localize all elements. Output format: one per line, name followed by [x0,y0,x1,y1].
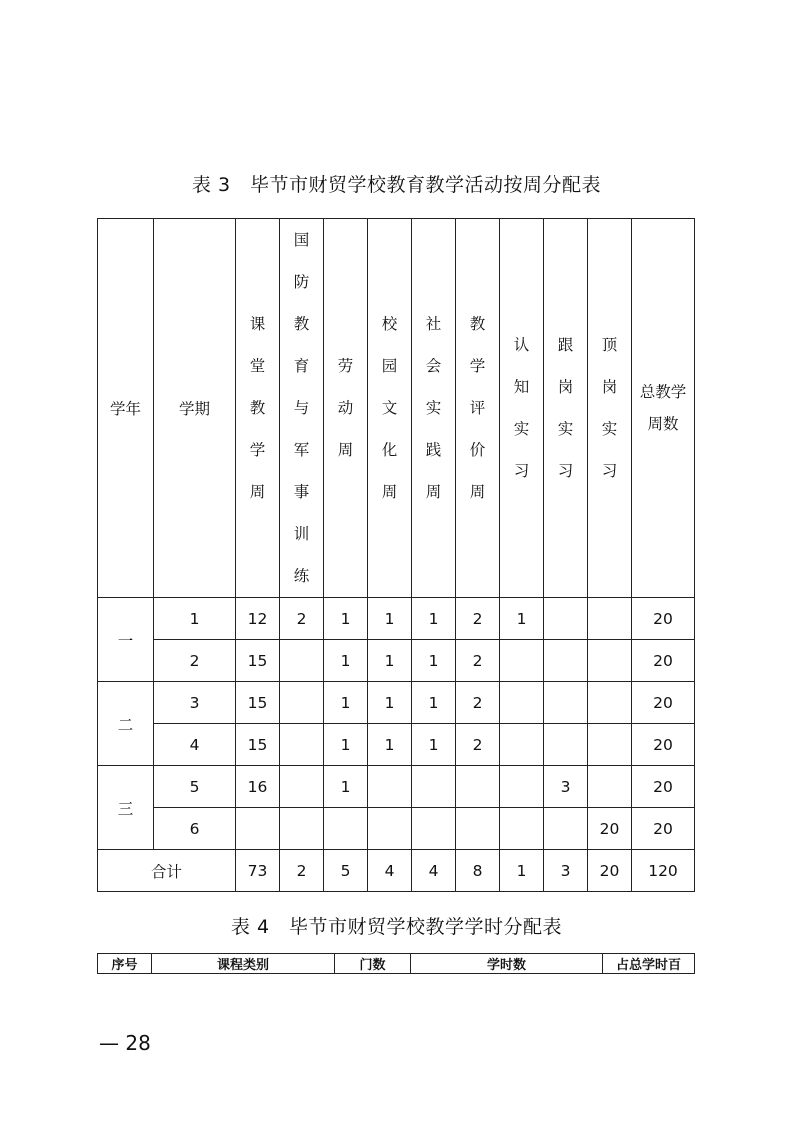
table-cell [280,682,324,724]
table-cell: 2 [456,640,500,682]
table-row [98,682,695,724]
header-row [98,219,695,598]
header-social-practice-week: 社会实践周 [412,219,456,598]
table-cell: 1 [368,682,412,724]
table-cell: 15 [236,640,280,682]
table-cell: 1 [500,598,544,640]
table-cell: 2 [456,682,500,724]
year-cell: 一 [98,598,154,682]
total-cell: 2 [280,850,324,892]
weekly-allocation-table [97,218,695,892]
semester-cell: 2 [154,640,236,682]
table-row [98,598,695,640]
semester-cell: 5 [154,766,236,808]
table-cell: 1 [368,724,412,766]
t4-header-index: 序号 [98,954,152,974]
table-cell [500,808,544,850]
table-cell: 3 [544,766,588,808]
total-cell: 73 [236,850,280,892]
table-cell: 20 [632,766,695,808]
semester-cell: 4 [154,724,236,766]
table-cell [588,640,632,682]
header-full-internship: 顶岗实习 [588,219,632,598]
table-cell: 1 [324,724,368,766]
t4-header-course-category: 课程类别 [152,954,335,974]
table-cell: 1 [324,640,368,682]
table-cell: 1 [324,598,368,640]
table3-title: 表 3 毕节市财贸学校教育教学活动按周分配表 [191,174,602,196]
table-cell: 1 [412,640,456,682]
table-cell [412,808,456,850]
table-cell [324,808,368,850]
table-cell: 1 [412,598,456,640]
table-cell: 1 [324,682,368,724]
t4-header-hours: 学时数 [411,954,603,974]
table-cell: 2 [456,724,500,766]
table-cell [544,724,588,766]
table-cell [412,766,456,808]
table-cell: 15 [236,724,280,766]
table-cell [588,766,632,808]
table-cell: 15 [236,682,280,724]
table-cell: 1 [412,724,456,766]
table-row [98,808,695,850]
header-cognitive-internship: 认知实习 [500,219,544,598]
table-cell [368,808,412,850]
total-row [98,850,695,892]
table-cell: 1 [368,598,412,640]
header-shadow-internship: 跟岗实习 [544,219,588,598]
header-year: 学年 [98,219,154,598]
page-number: — 28 [99,1031,151,1055]
table-cell: 1 [412,682,456,724]
total-cell: 4 [412,850,456,892]
total-cell: 1 [500,850,544,892]
header-semester: 学期 [154,219,236,598]
table-cell: 20 [632,640,695,682]
total-cell: 120 [632,850,695,892]
table-cell: 1 [324,766,368,808]
total-cell: 3 [544,850,588,892]
total-cell: 8 [456,850,500,892]
table-cell: 20 [632,682,695,724]
hours-allocation-table [97,953,695,974]
header-military-training: 国防教育与军事训练 [280,219,324,598]
table-cell: 2 [280,598,324,640]
table4-title: 表 4 毕节市财贸学校教学学时分配表 [230,916,563,938]
table-cell: 20 [588,808,632,850]
table-cell [280,640,324,682]
total-label: 合计 [98,850,236,892]
table-cell [588,682,632,724]
table-cell [588,598,632,640]
table-cell [456,766,500,808]
header-teaching-evaluation-week: 教学评价周 [456,219,500,598]
table-row [98,766,695,808]
table-cell: 20 [632,724,695,766]
table-row [98,640,695,682]
table4-header-row [98,954,695,974]
semester-cell: 1 [154,598,236,640]
header-labor-week: 劳动周 [324,219,368,598]
table-cell [280,766,324,808]
table-cell: 20 [632,808,695,850]
table-cell [588,724,632,766]
table-cell: 12 [236,598,280,640]
header-total-weeks: 总教学周数 [632,219,695,598]
table-cell [500,682,544,724]
table-cell: 20 [632,598,695,640]
semester-cell: 3 [154,682,236,724]
table-cell [368,766,412,808]
year-cell: 二 [98,682,154,766]
table-cell [500,724,544,766]
table-cell [280,724,324,766]
t4-header-course-count: 门数 [335,954,411,974]
table-cell [544,598,588,640]
table-cell [280,808,324,850]
total-cell: 20 [588,850,632,892]
table-cell: 1 [368,640,412,682]
header-class-weeks: 课堂教学周 [236,219,280,598]
total-cell: 4 [368,850,412,892]
table-cell [236,808,280,850]
semester-cell: 6 [154,808,236,850]
table-cell: 2 [456,598,500,640]
t4-header-percentage: 占总学时百 [603,954,695,974]
table-cell [544,640,588,682]
table-cell: 16 [236,766,280,808]
header-campus-culture-week: 校园文化周 [368,219,412,598]
table-cell [456,808,500,850]
year-cell: 三 [98,766,154,850]
table-row [98,724,695,766]
total-cell: 5 [324,850,368,892]
table-cell [500,766,544,808]
table-cell [544,682,588,724]
table-cell [544,808,588,850]
table-cell [500,640,544,682]
